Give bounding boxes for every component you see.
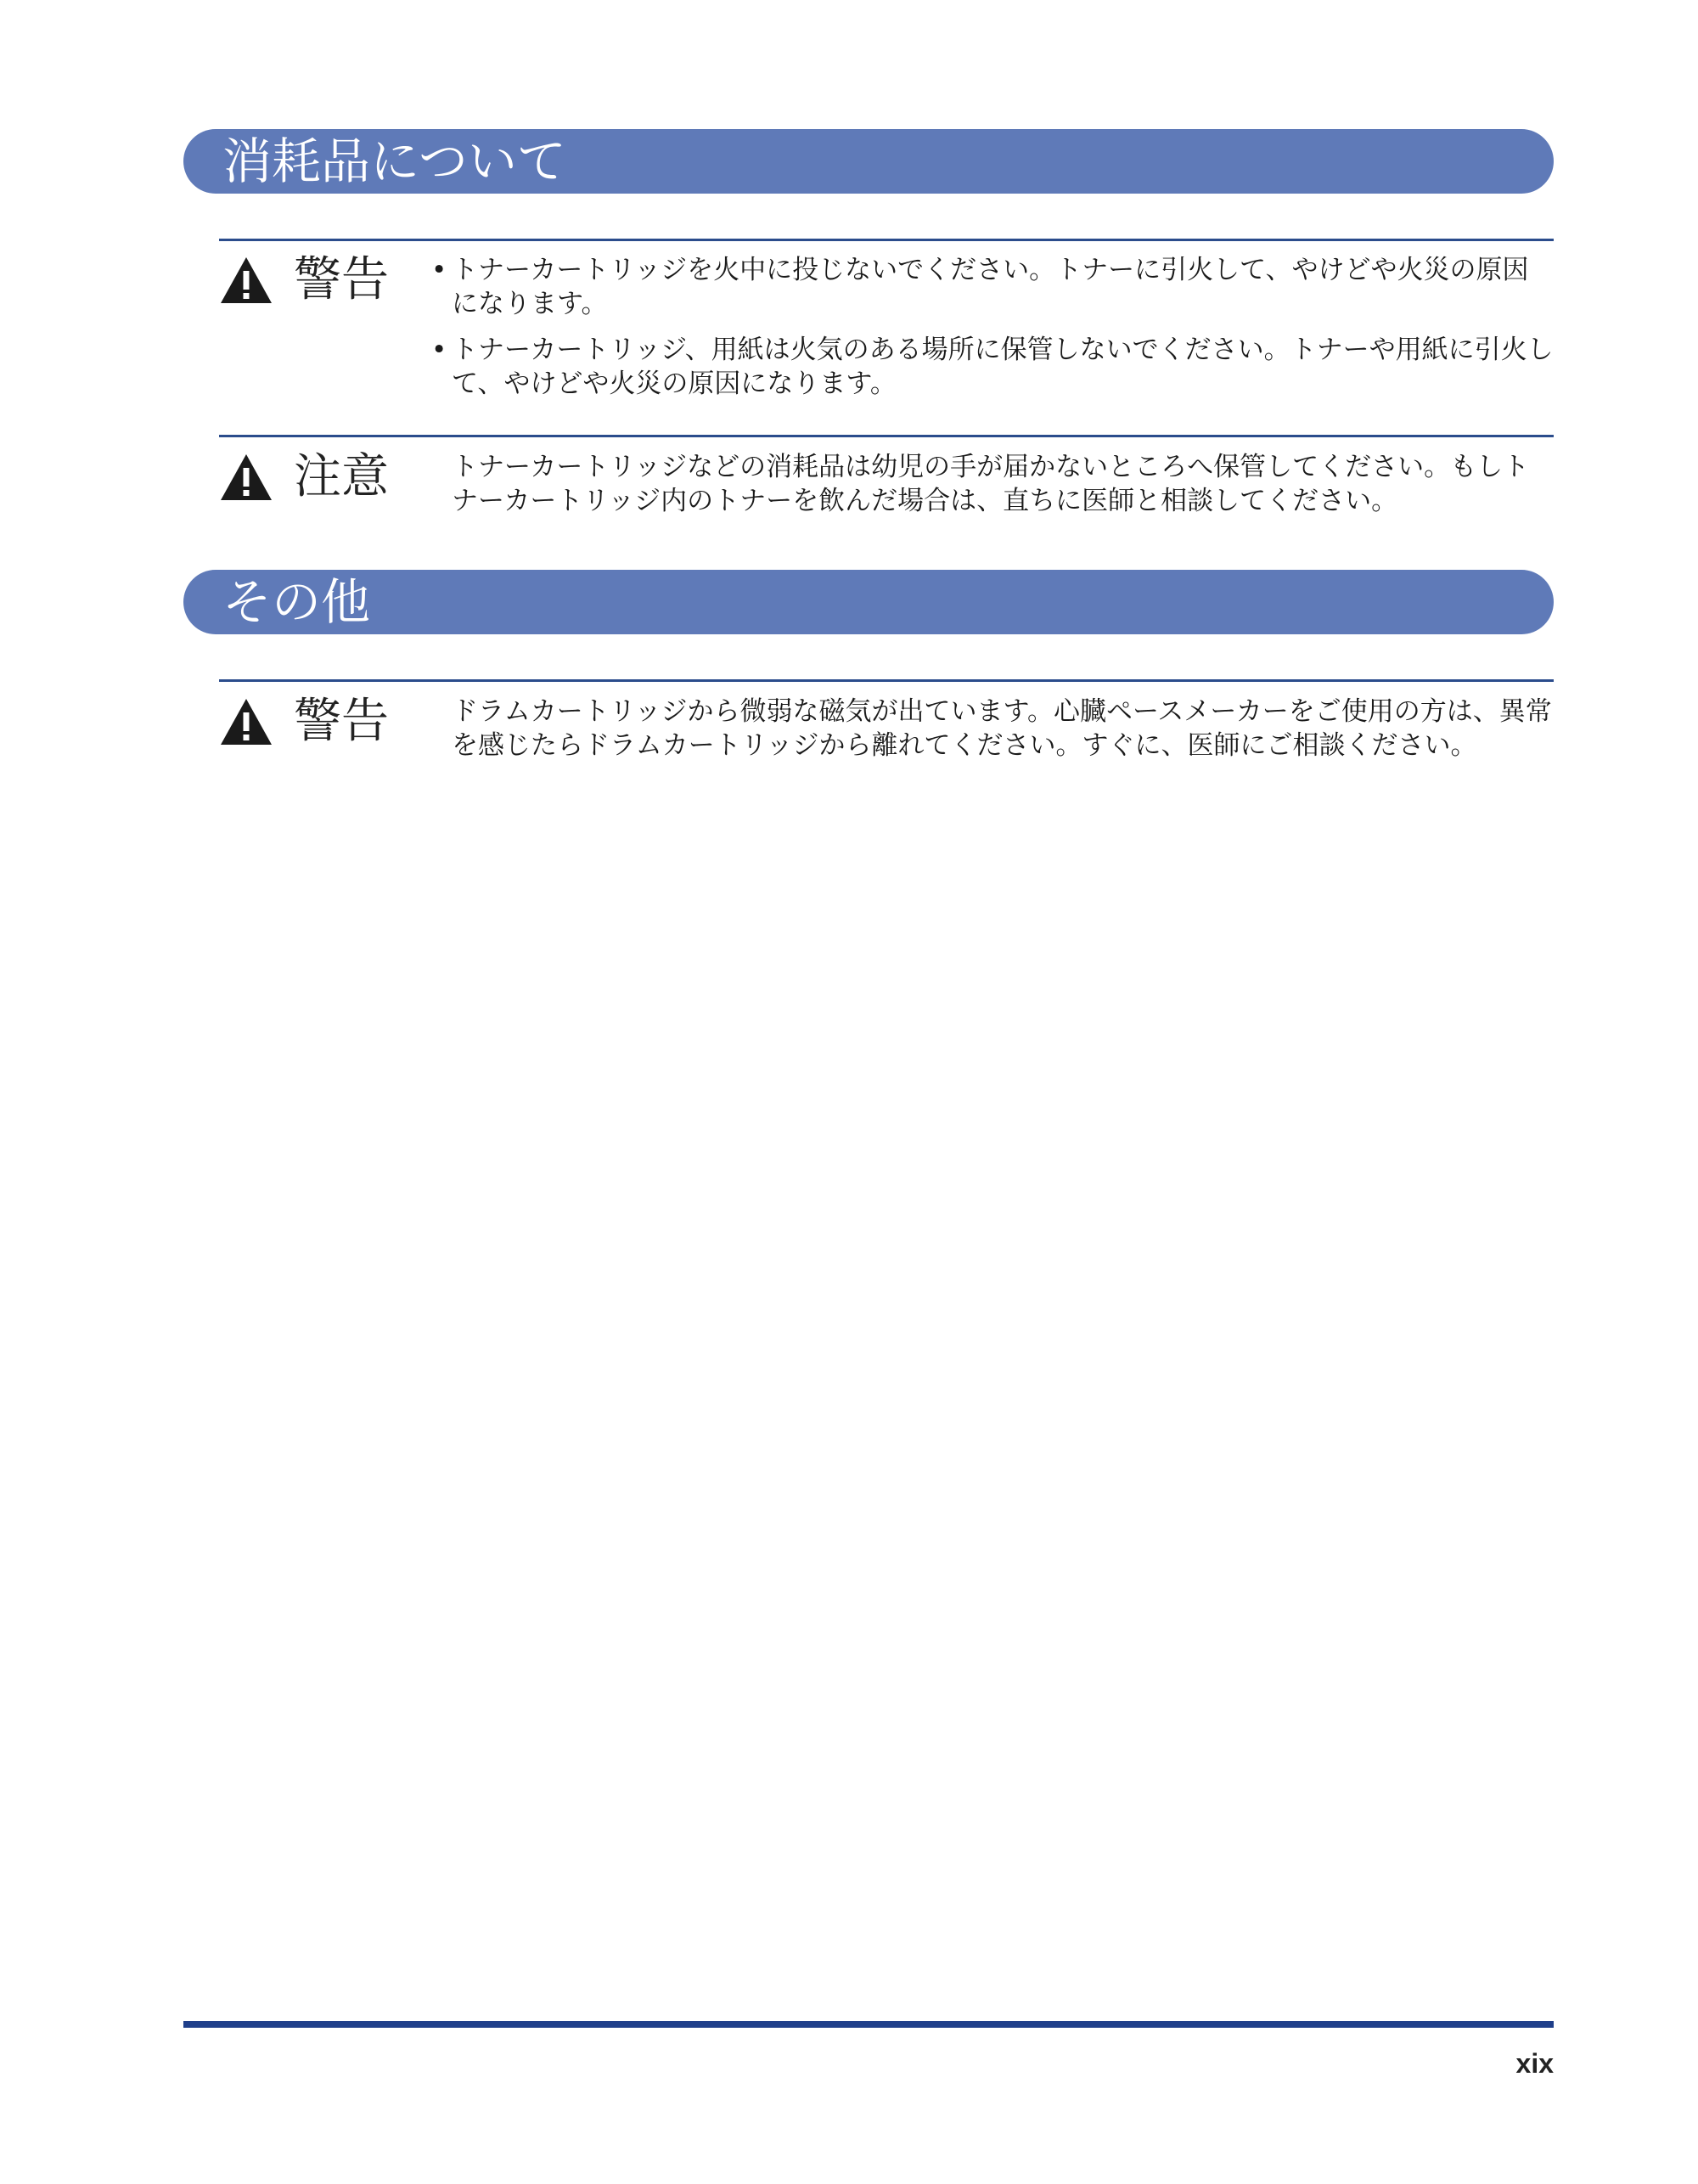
- warning-label-text: 警告: [294, 252, 389, 307]
- list-item: [431, 253, 1554, 321]
- list-item-text: トナーカートリッジ、用紙は火気のある場所に保管しないでください。トナーや用紙に引火して、やけどや火災の原因になります。: [452, 335, 1554, 399]
- footer-rule: [183, 2021, 1554, 2028]
- warning-content: [431, 253, 1554, 413]
- section-header-consumables: [183, 129, 1554, 194]
- section-header-other: [183, 570, 1554, 634]
- bullet: •: [431, 255, 447, 285]
- warning-label: [219, 253, 389, 307]
- caution-triangle-icon: [219, 453, 273, 502]
- list-item-text: トナーカートリッジを火中に投じないでください。トナーに引火して、やけどや火災の原因になります。: [452, 255, 1529, 319]
- page-number: xix: [1515, 2048, 1554, 2079]
- caution-content: [452, 450, 1554, 518]
- divider: [219, 679, 1554, 682]
- warning-content: [452, 695, 1554, 763]
- divider: [219, 435, 1554, 437]
- section-title: 消耗品について: [222, 132, 566, 190]
- bullet: •: [431, 335, 447, 365]
- caution-label-text: 注意: [294, 449, 389, 504]
- warning-triangle-icon: [219, 256, 273, 305]
- list-item: [431, 333, 1554, 401]
- divider: [219, 239, 1554, 241]
- warning-text: ドラムカートリッジから微弱な磁気が出ています。心臓ペースメーカーをご使用の方は、異常を感じたらドラムカートリッジから離れてください。すぐに、医師にご相談ください。: [452, 696, 1552, 761]
- warning-label: [219, 695, 389, 749]
- warning-triangle-icon: [219, 697, 273, 746]
- caution-label: [219, 450, 389, 504]
- warning-label-text: 警告: [294, 694, 389, 749]
- caution-text: トナーカートリッジなどの消耗品は幼児の手が届かないところへ保管してください。もしトナーカートリッジ内のトナーを飲んだ場合は、直ちに医師と相談してください。: [452, 452, 1530, 516]
- warning-list: [431, 253, 1554, 401]
- section-title: その他: [222, 573, 371, 631]
